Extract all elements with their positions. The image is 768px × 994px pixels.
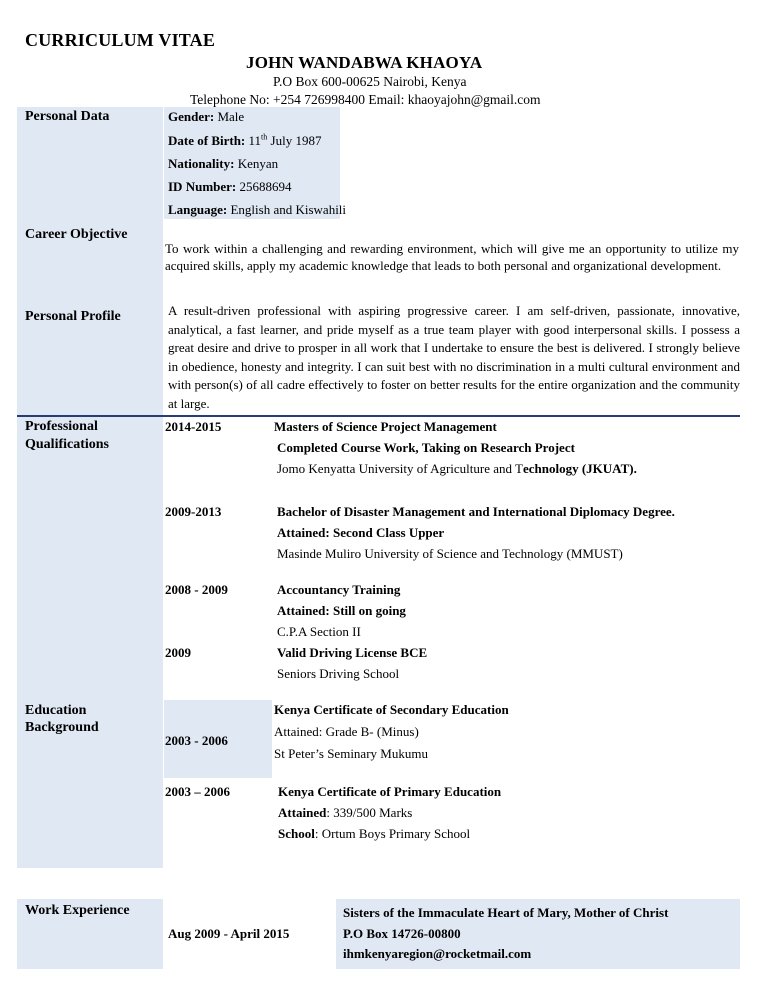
- qualification-years: 2009-2013: [165, 504, 222, 519]
- section-label-professional-line2: Qualifications: [25, 437, 110, 452]
- work-postal-address: P.O Box 14726-00800: [343, 926, 461, 941]
- section-label-personal-profile: Personal Profile: [25, 309, 121, 324]
- gender-value: Male: [217, 109, 245, 124]
- section-label-education-line2: Background: [25, 720, 99, 735]
- dob-day: 11: [248, 133, 262, 148]
- qualification-years: 2009: [165, 645, 191, 660]
- gender-label: Gender:: [168, 109, 215, 124]
- gender-row: [168, 109, 244, 125]
- school-value: : Ortum Boys Primary School: [314, 826, 471, 841]
- qualification-institution: Masinde Muliro University of Science and Technology (MMUST): [277, 546, 623, 561]
- dob-suffix: th: [261, 132, 268, 142]
- education-title: Kenya Certificate of Primary Education: [278, 784, 502, 799]
- grade-label: Attained: [278, 805, 327, 820]
- nationality-row: [168, 156, 278, 172]
- id-label: ID Number:: [168, 179, 237, 194]
- education-school: [278, 826, 470, 842]
- language-value: English and Kiswahili: [230, 202, 347, 217]
- qualification-detail: Attained: Second Class Upper: [277, 525, 445, 540]
- qualification-title: Accountancy Training: [277, 582, 401, 597]
- education-years: 2003 - 2006: [165, 733, 228, 748]
- education-years: 2003 – 2006: [165, 784, 230, 799]
- id-value: 25688694: [239, 179, 292, 194]
- institution-part-a: Jomo Kenyatta University of Agriculture and T: [277, 461, 523, 476]
- education-grade: Attained: Grade B- (Minus): [274, 724, 419, 739]
- language-row: [168, 202, 346, 218]
- qualification-institution: [277, 461, 637, 477]
- qualification-institution: C.P.A Section II: [277, 624, 361, 639]
- education-title: Kenya Certificate of Secondary Education: [274, 702, 509, 717]
- nationality-value: Kenyan: [237, 156, 279, 171]
- personal-profile-text: A result-driven professional with aspiring progressive career. I am self-driven, passionate, innovative, analytical, a fast learner, and pride myself as a true team player with good interpersonal skills. I possess a great desire and drive to prosper in all work that I undertake to ensure the best is delivered. I strongly believe in obedience, honesty and integrity. I can suit best with no discrimination in a multi cultural environment and with person(s) of all cadre effectively to foster on better results for the entire organization and the community at large.: [168, 303, 740, 411]
- qualification-title: Masters of Science Project Management: [274, 419, 497, 434]
- work-period: Aug 2009 - April 2015: [168, 926, 290, 941]
- section-label-career-objective: Career Objective: [25, 227, 128, 242]
- section-label-personal-data: Personal Data: [25, 109, 110, 124]
- contact-line: Telephone No: +254 726998400 Email: khaoyajohn@gmail.com: [190, 92, 541, 107]
- id-row: [168, 179, 292, 195]
- qualification-years: 2014-2015: [165, 419, 222, 434]
- education-school: St Peter’s Seminary Mukumu: [274, 746, 428, 761]
- qualification-detail: Attained: Still on going: [277, 603, 406, 618]
- section-label-education-line1: Education: [25, 703, 87, 718]
- qualification-title: Valid Driving License BCE: [277, 645, 428, 660]
- language-label: Language:: [168, 202, 228, 217]
- dob-label: Date of Birth:: [168, 133, 246, 148]
- qualification-years: 2008 - 2009: [165, 582, 228, 597]
- grade-value: : 339/500 Marks: [326, 805, 413, 820]
- address-line: P.O Box 600-00625 Nairobi, Kenya: [273, 74, 467, 89]
- work-email: ihmkenyaregion@rocketmail.com: [343, 946, 532, 961]
- education-grade: [278, 805, 412, 821]
- section-label-professional-line1: Professional: [25, 419, 98, 434]
- school-label: School: [278, 826, 315, 841]
- nationality-label: Nationality:: [168, 156, 235, 171]
- dob-row: [168, 133, 321, 149]
- qualification-detail: Completed Course Work, Taking on Research Project: [277, 440, 575, 455]
- candidate-name: JOHN WANDABWA KHAOYA: [246, 53, 483, 72]
- institution-part-b: echnology (JKUAT).: [522, 461, 637, 476]
- doc-title: CURRICULUM VITAE: [25, 30, 216, 50]
- work-organization: Sisters of the Immaculate Heart of Mary, Mother of Christ: [343, 905, 669, 920]
- dob-rest: July 1987: [270, 133, 322, 148]
- qualification-title: Bachelor of Disaster Management and International Diplomacy Degree.: [277, 504, 675, 519]
- section-label-work-experience: Work Experience: [25, 903, 130, 918]
- career-objective-text: To work within a challenging and rewarding environment, which will give me an opportunity to utilize my acquired skills, apply my academic knowledge that leads to both personal and organizational development.: [165, 241, 739, 273]
- qualification-institution: Seniors Driving School: [277, 666, 400, 681]
- section-divider: [17, 415, 740, 417]
- label-column-shade-top: [17, 107, 163, 868]
